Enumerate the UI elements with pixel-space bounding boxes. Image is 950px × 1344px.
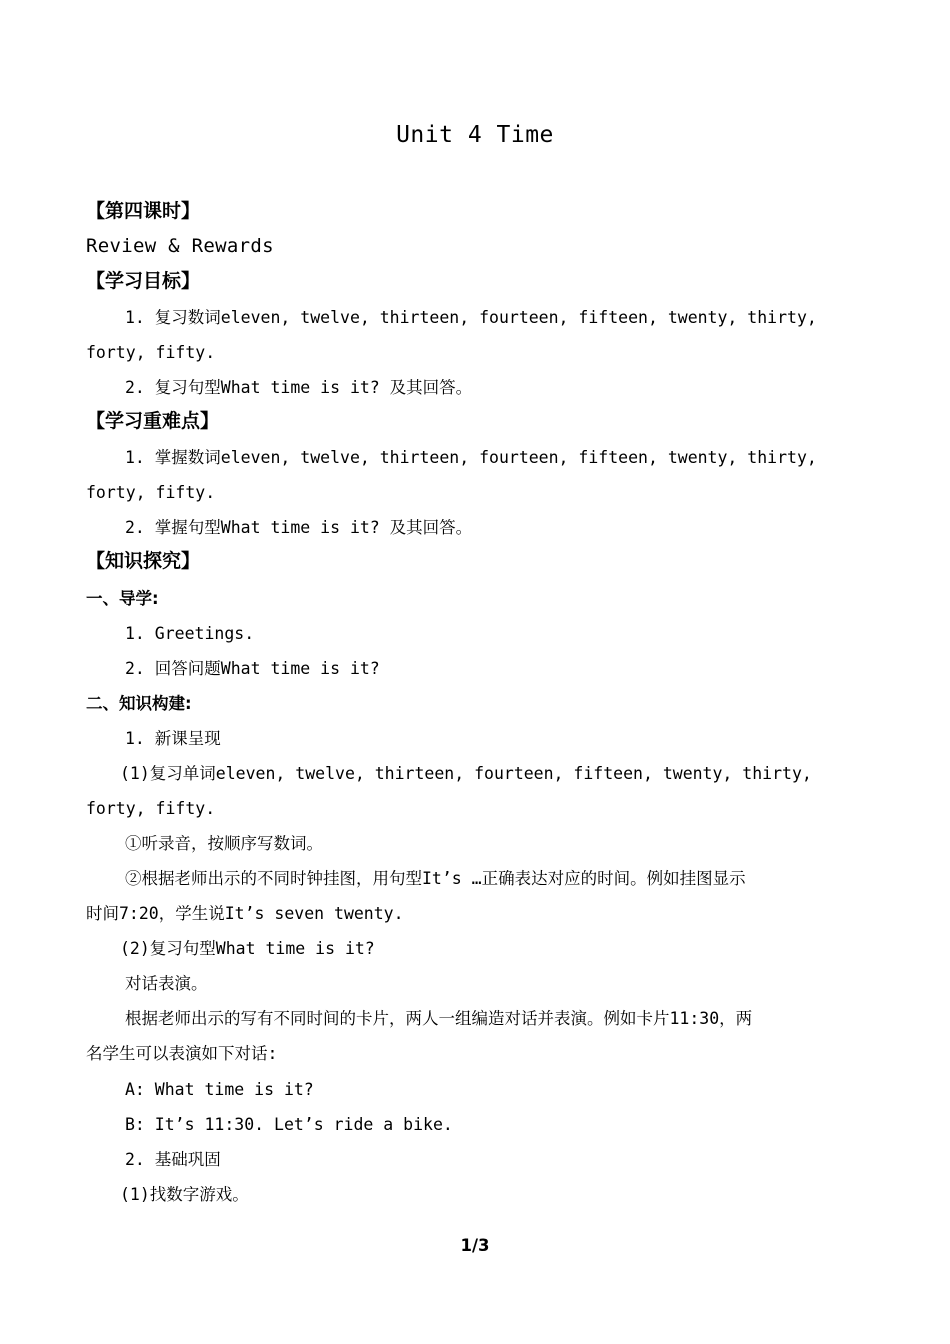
lesson-name: Review & Rewards (86, 235, 274, 257)
dialogue-perform: 对话表演。 (125, 974, 208, 993)
section1-item-1: 1. Greetings. (125, 624, 255, 643)
page-indicator: 1/3 (460, 1236, 490, 1255)
section2-item-1: 1. 新课呈现 (125, 729, 221, 748)
objectives-item-2: 2. 复习句型What time is it? 及其回答。 (125, 378, 473, 397)
section2-heading: 二、知识构建: (86, 694, 192, 713)
cards-instruction: 根据老师出示的写有不同时间的卡片，两人一组编造对话并表演。例如卡片11:30，两 (125, 1009, 753, 1028)
review-words: (1)复习单词eleven, twelve, thirteen, fourteen, fifteen, twenty, thirty, (120, 764, 812, 783)
game-item: (1)找数字游戏。 (120, 1185, 249, 1204)
cards-instruction-cont: 名学生可以表演如下对话: (86, 1044, 278, 1063)
keypoints-item-1-cont: forty, fifty. (86, 483, 216, 502)
step-clock-cont: 时间7:20，学生说It’s seven twenty. (86, 904, 404, 923)
keypoints-item-1: 1. 掌握数词eleven, twelve, thirteen, fourteen, fifteen, twenty, thirty, (125, 448, 817, 467)
review-sentence: (2)复习句型What time is it? (120, 939, 375, 958)
keypoints-heading: 【学习重难点】 (86, 410, 220, 432)
keypoints-item-2: 2. 掌握句型What time is it? 及其回答。 (125, 518, 473, 537)
dialog-line-b: B: It’s 11:30. Let’s ride a bike. (125, 1115, 453, 1134)
explore-heading: 【知识探究】 (86, 550, 201, 572)
review-words-cont: forty, fifty. (86, 799, 216, 818)
step-clock: ②根据老师出示的不同时钟挂图，用句型It’s …正确表达对应的时间。例如挂图显示 (125, 869, 746, 888)
objectives-item-1-cont: forty, fifty. (86, 343, 216, 362)
objectives-heading: 【学习目标】 (86, 270, 201, 292)
lesson-tag: 【第四课时】 (86, 200, 201, 222)
section2-item-2: 2. 基础巩固 (125, 1150, 221, 1169)
section1-item-2: 2. 回答问题What time is it? (125, 659, 380, 678)
step-listen: ①听录音，按顺序写数词。 (125, 834, 323, 853)
objectives-item-1: 1. 复习数词eleven, twelve, thirteen, fourteen, fifteen, twenty, thirty, (125, 308, 817, 327)
section1-heading: 一、导学: (86, 589, 159, 608)
dialog-line-a: A: What time is it? (125, 1080, 314, 1099)
page-title: Unit 4 Time (396, 122, 554, 148)
